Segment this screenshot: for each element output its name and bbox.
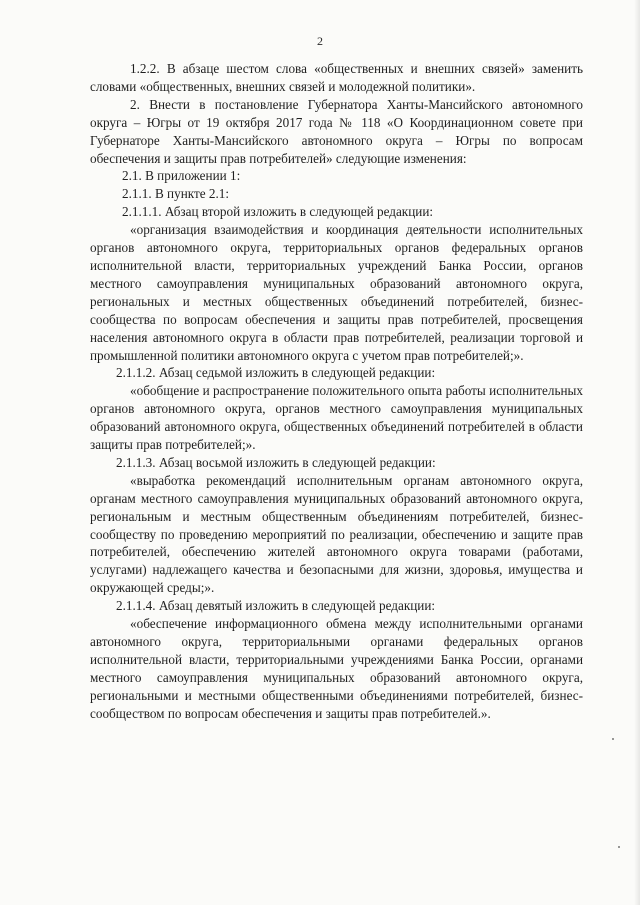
document-body — [90, 60, 583, 723]
quote-abzac-vosmoy: «выработка рекомендаций исполнительным органам автономного округа, органам местного самоуправления муниципальных образований автономного округа, региональным и местным общественным объединениям потребителей, бизнес-сообществу по проведению мероприятий по реализации, обеспечению и защите прав потребителей, обеспечению жителей автономного округа товарами (работами, услугами) надлежащего качества и безопасными для жизни, здоровья, имущества и окружающей среды;». — [90, 472, 583, 596]
quote-abzac-vtoroy: «организация взаимодействия и координация деятельности исполнительных органов автономного округа, территориальных органов федеральных органов исполнительной власти, территориальных учреждений Банка России, органов местного самоуправления муниципальных образований автономного округа, региональных и местных общественных объединений потребителей, бизнес-сообщества по вопросам обеспечения и защиты прав потребителей, просвещения населения автономного округа в области прав потребителей, реализации торговой и промышленной политики автономного округа с учетом прав потребителей;». — [90, 222, 583, 363]
paragraph-2-1-1-4: 2.1.1.4. Абзац девятый изложить в следующей редакции: — [116, 598, 436, 614]
quote-abzac-sedmoy: «обобщение и распространение положительного опыта работы исполнительных органов автономного округа, органов местного самоуправления муниципальных образований автономного округа, общественных объединений потребителей в области защиты прав потребителей;». — [90, 383, 583, 453]
quote-abzac-devyatyy: «обеспечение информационного обмена между исполнительными органами автономного округа, территориальными органами федеральных органов исполнительной власти, территориальными учреждениями Банка России, органами местного самоуправления муниципальных образований автономного округа, региональными и местными общественными объединениями потребителей, бизнес-сообществом по вопросам обеспечения и защиты прав потребителей.». — [90, 616, 583, 721]
page-number: 2 — [317, 34, 323, 48]
scan-speck — [612, 738, 614, 740]
paragraph-1-2-2: 1.2.2. В абзаце шестом слова «общественных и внешних связей» заменить словами «общественных, внешних связей и молодежной политики». — [90, 61, 583, 94]
paragraph-2-1-1-2: 2.1.1.2. Абзац седьмой изложить в следующей редакции: — [116, 365, 436, 381]
paragraph-2-1: 2.1. В приложении 1: — [122, 168, 241, 184]
paragraph-2: 2. Внести в постановление Губернатора Ханты-Мансийского автономного округа – Югры от 19 октября 2017 года № 118 «О Координационном совете при Губернаторе Ханты-Мансийского автономного округа – Югры по вопросам обеспечения и защиты прав потребителей» следующие изменения: — [90, 96, 583, 166]
paragraph-2-1-1-1: 2.1.1.1. Абзац второй изложить в следующей редакции: — [122, 204, 434, 220]
paragraph-2-1-1-3: 2.1.1.3. Абзац восьмой изложить в следующей редакции: — [116, 454, 436, 470]
paragraph-2-1-1: 2.1.1. В пункте 2.1: — [122, 186, 230, 202]
scan-shadow-edge — [634, 0, 640, 905]
scan-speck — [618, 846, 620, 848]
